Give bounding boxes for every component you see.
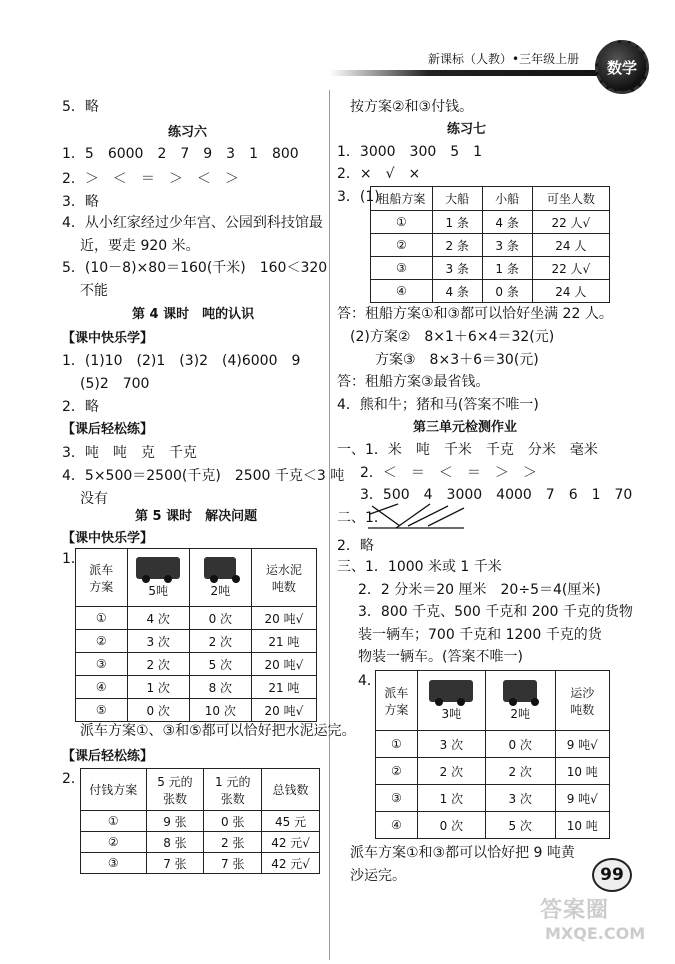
subsection-label: 【课后轻松练】 [62, 749, 154, 764]
table-cell: 45 元 [262, 811, 320, 832]
answer-line: 不能 [80, 283, 108, 299]
table-cell: 42 元√ [262, 853, 320, 874]
answer-line: 3．500 4 3000 4000 7 6 1 70 [360, 487, 633, 503]
table-cell: 1 次 [127, 676, 189, 699]
table-row [81, 832, 320, 853]
header-text: 新课标（人教）•三年级上册 [428, 52, 580, 66]
table-row [76, 653, 317, 676]
table-cell: 21 吨 [251, 676, 316, 699]
table-cell: 21 吨 [251, 630, 316, 653]
table-header: 1 元的 张数 [204, 769, 262, 811]
table-header: 派车 方案 [376, 671, 418, 731]
table-row [376, 812, 610, 839]
answer-line: 二、1． [337, 510, 388, 526]
table-cell: 20 吨√ [251, 699, 316, 722]
sand-truck-plan-table [375, 670, 610, 839]
table-cell: 8 次 [189, 676, 251, 699]
table-header: 可坐人数 [532, 187, 609, 211]
table-row [371, 257, 610, 280]
table-cell: 2 次 [127, 653, 189, 676]
answer-line: 3．吨 吨 克 千克 [62, 445, 197, 461]
truck-icon [429, 680, 473, 702]
table-row [81, 853, 320, 874]
column-divider [329, 90, 330, 960]
table-cell: ④ [376, 812, 418, 839]
answer-line: 2．＞ ＜ ＝ ＞ ＜ ＞ [62, 171, 239, 187]
table-cell: ⑤ [76, 699, 128, 722]
table-cell: 0 条 [482, 280, 532, 303]
table-cell: 9 吨√ [555, 785, 609, 812]
table-cell: 0 次 [485, 731, 555, 758]
section-title: 练习七 [447, 122, 487, 137]
table-row [76, 630, 317, 653]
section-title: 第 4 课时 吨的认识 [132, 307, 255, 322]
table-row [371, 211, 610, 234]
question-number: 2． [62, 771, 85, 787]
table-cell: 3 次 [417, 731, 485, 758]
answer-line: 5．略 [62, 99, 99, 115]
table-cell: ② [371, 234, 433, 257]
table-row [76, 676, 317, 699]
answer-line: 3．略 [62, 194, 99, 210]
answer-line: 4．从小红家经过少年宫、公园到科技馆最 [62, 215, 323, 231]
table-row [81, 811, 320, 832]
section-title: 第 5 课时 解决问题 [135, 509, 258, 524]
table-row [376, 785, 610, 812]
table-cell: 0 次 [127, 699, 189, 722]
answer-line: 装一辆车；700 千克和 1200 千克的货 [358, 627, 602, 643]
table-cell: ① [76, 607, 128, 630]
subsection-label: 【课中快乐学】 [62, 331, 154, 346]
table-cell: ④ [371, 280, 433, 303]
table-header: 租船方案 [371, 187, 433, 211]
table-header: 5 元的 张数 [146, 769, 204, 811]
table-row [371, 234, 610, 257]
answer-line: 2．略 [337, 538, 374, 554]
table-row [376, 758, 610, 785]
table-cell: 2 张 [204, 832, 262, 853]
table-cell: ③ [76, 653, 128, 676]
table-cell: ② [81, 832, 147, 853]
answer-line: 派车方案①和③都可以恰好把 9 吨黄 [350, 845, 575, 861]
table-cell: 3 条 [432, 257, 482, 280]
table-cell: 0 张 [204, 811, 262, 832]
table-cell: ④ [76, 676, 128, 699]
answer-line: 2．＜ ＝ ＜ ＝ ＞ ＞ [360, 465, 537, 481]
boat-plan-table [370, 186, 610, 303]
table-cell: 5 次 [189, 653, 251, 676]
truck-icon [503, 680, 537, 702]
table-cell: 2 条 [432, 234, 482, 257]
subsection-label: 【课后轻松练】 [62, 422, 154, 437]
header-band [330, 70, 610, 76]
answer-line: 3．800 千克、500 千克和 200 千克的货物 [358, 604, 633, 620]
section-title: 第三单元检测作业 [413, 420, 518, 435]
table-header: 派车 方案 [76, 549, 128, 607]
table-cell: 24 人 [532, 234, 609, 257]
table-cell: 4 条 [482, 211, 532, 234]
section-title: 练习六 [168, 125, 208, 140]
table-cell: ② [376, 758, 418, 785]
answer-line: 4．5×500＝2500(千克) 2500 千克＜3 吨 [62, 468, 345, 484]
table-cell: 3 次 [485, 785, 555, 812]
answer-line: 物装一辆车。(答案不唯一) [358, 649, 523, 665]
subject-badge: 数学 [595, 40, 649, 94]
truck-plan-table [75, 548, 317, 722]
answer-line: 1．5 6000 2 7 9 3 1 800 [62, 146, 299, 162]
payment-plan-table [80, 768, 320, 874]
table-cell: ③ [81, 853, 147, 874]
table-cell: 1 次 [417, 785, 485, 812]
page-number: 99 [592, 858, 632, 892]
answer-line: 1．(1)10 (2)1 (3)2 (4)6000 9 [62, 353, 301, 369]
answer-line: 方案③ 8×3＋6＝30(元) [375, 352, 539, 368]
table-row [76, 607, 317, 630]
truck-icon [136, 557, 180, 579]
answer-line: 2．2 分米＝20 厘米 20÷5＝4(厘米) [358, 582, 601, 598]
table-cell: 1 条 [432, 211, 482, 234]
table-cell: 9 吨√ [555, 731, 609, 758]
question-number: 4． [358, 673, 381, 689]
table-cell: 8 张 [146, 832, 204, 853]
answer-line: 3．(1) [337, 189, 380, 205]
table-cell: 20 吨√ [251, 607, 316, 630]
table-cell: 24 人 [532, 280, 609, 303]
table-row [376, 731, 610, 758]
table-cell: ① [376, 731, 418, 758]
table-header: 3吨 [417, 671, 485, 731]
question-number: 1． [62, 551, 85, 567]
answer-line: 三、1．1000 米或 1 千米 [337, 559, 502, 575]
table-header: 总钱数 [262, 769, 320, 811]
subsection-label: 【课中快乐学】 [62, 531, 154, 546]
table-header: 2吨 [485, 671, 555, 731]
answer-line: (2)方案② 8×1＋6×4＝32(元) [350, 329, 555, 345]
answer-line: 派车方案①、③和⑤都可以恰好把水泥运完。 [80, 723, 356, 739]
answer-line: (5)2 700 [80, 376, 150, 392]
table-cell: 0 次 [417, 812, 485, 839]
table-cell: ① [81, 811, 147, 832]
table-cell: 10 吨 [555, 758, 609, 785]
answer-line: 沙运完。 [350, 868, 406, 884]
table-cell: 2 次 [189, 630, 251, 653]
answer-line: 没有 [80, 491, 108, 507]
table-cell: ③ [376, 785, 418, 812]
table-cell: 22 人√ [532, 211, 609, 234]
answer-line: 4．熊和牛；猪和马(答案不唯一) [337, 397, 539, 413]
answer-line: 2．略 [62, 399, 99, 415]
table-row [371, 280, 610, 303]
table-cell: 1 条 [482, 257, 532, 280]
table-cell: 42 元√ [262, 832, 320, 853]
table-cell: 4 次 [127, 607, 189, 630]
table-cell: 4 条 [432, 280, 482, 303]
table-header: 付钱方案 [81, 769, 147, 811]
table-cell: 9 张 [146, 811, 204, 832]
table-row [76, 699, 317, 722]
answer-line: 按方案②和③付钱。 [350, 99, 474, 115]
table-cell: 10 吨 [555, 812, 609, 839]
table-cell: 3 次 [127, 630, 189, 653]
answer-line: 一、1．米 吨 千米 千克 分米 毫米 [337, 442, 598, 458]
table-cell: 7 张 [146, 853, 204, 874]
table-cell: 7 张 [204, 853, 262, 874]
answer-line: 答：租船方案③最省钱。 [337, 374, 490, 390]
table-cell: 0 次 [189, 607, 251, 630]
answer-line: 答：租船方案①和③都可以恰好坐满 22 人。 [337, 306, 613, 322]
table-cell: 22 人√ [532, 257, 609, 280]
table-cell: 2 次 [417, 758, 485, 785]
table-cell: 5 次 [485, 812, 555, 839]
answer-line: 5．(10－8)×80＝160(千米) 160＜320 [62, 260, 328, 276]
table-cell: 3 条 [482, 234, 532, 257]
answer-line: 1．3000 300 5 1 [337, 144, 483, 160]
table-header: 大船 [432, 187, 482, 211]
table-header: 5吨 [127, 549, 189, 607]
table-header: 运水泥 吨数 [251, 549, 316, 607]
table-cell: 2 次 [485, 758, 555, 785]
table-cell: 10 次 [189, 699, 251, 722]
matching-lines-drawing [368, 500, 468, 532]
table-cell: ③ [371, 257, 433, 280]
table-cell: 20 吨√ [251, 653, 316, 676]
table-header: 小船 [482, 187, 532, 211]
watermark-logo: 答案圈 [540, 898, 610, 923]
table-header: 2吨 [189, 549, 251, 607]
watermark-url: MXQE.COM [545, 924, 646, 943]
answer-line: 2．× √ × [337, 166, 421, 182]
answer-line: 近，要走 920 米。 [80, 238, 200, 254]
table-header: 运沙 吨数 [555, 671, 609, 731]
table-cell: ① [371, 211, 433, 234]
truck-icon [204, 557, 236, 579]
table-cell: ② [76, 630, 128, 653]
